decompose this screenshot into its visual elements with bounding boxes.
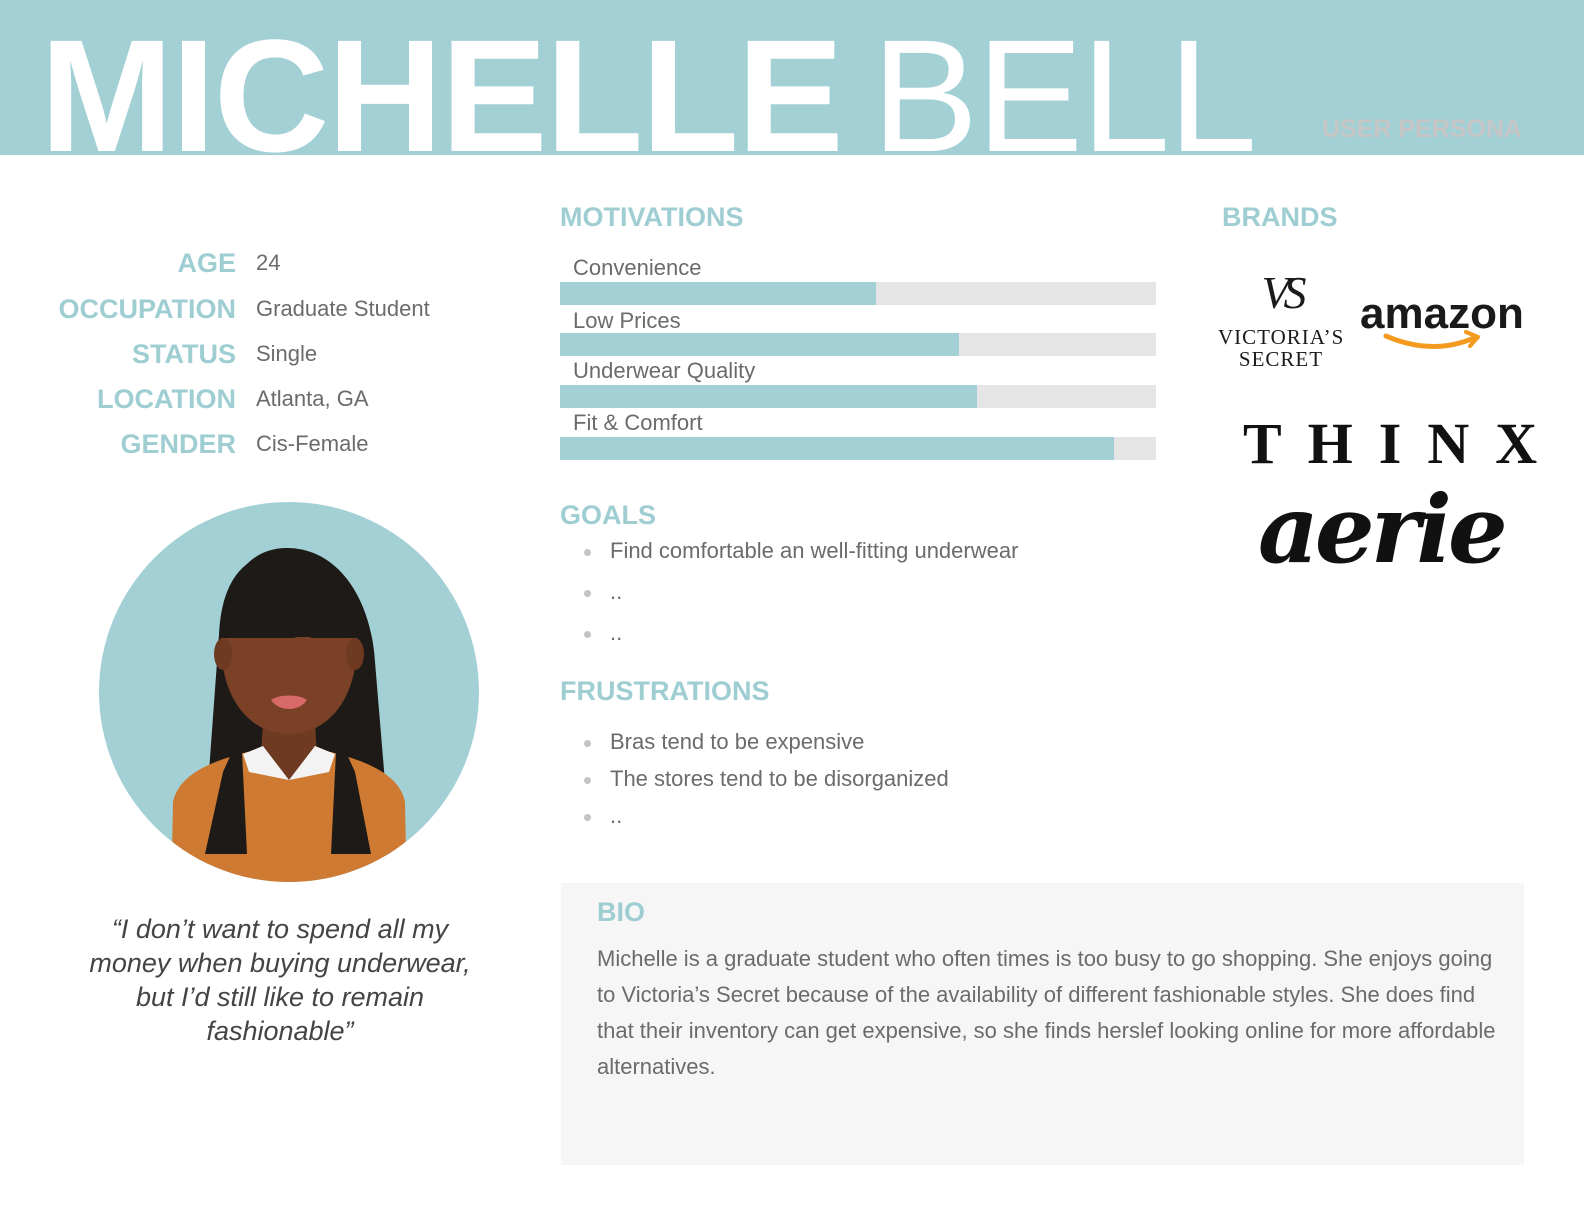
first-name: MICHELLE <box>40 6 842 155</box>
goals-title: GOALS <box>560 500 657 530</box>
info-row-age <box>0 248 480 282</box>
header-banner <box>0 0 1584 155</box>
info-row-occupation <box>0 294 480 328</box>
motivation-bar-fill <box>560 282 876 305</box>
info-label: OCCUPATION <box>58 294 236 324</box>
last-name: BELL <box>871 6 1256 155</box>
aerie-logo: aerie <box>1258 475 1504 585</box>
vs-monogram: VS <box>1261 267 1301 318</box>
info-value: 24 <box>256 250 281 275</box>
persona-tagline: USER PERSONA <box>1321 115 1522 143</box>
persona-name <box>40 6 1256 155</box>
bio-title: BIO <box>597 897 646 927</box>
info-row-location <box>0 384 480 418</box>
motivation-label: Low Prices <box>573 308 681 333</box>
info-row-status <box>0 339 480 373</box>
list-item: Bras tend to be expensive <box>584 729 949 766</box>
bio-panel <box>561 883 1524 1165</box>
motivation-bar-track <box>560 385 1156 408</box>
frustrations-title: FRUSTRATIONS <box>560 676 770 706</box>
motivation-bar-fill <box>560 333 959 356</box>
motivations-title: MOTIVATIONS <box>560 202 744 232</box>
list-item: The stores tend to be disorganized <box>584 766 949 803</box>
motivation-bar-track <box>560 282 1156 305</box>
goals-list <box>584 538 1018 661</box>
amazon-logo <box>1360 290 1524 338</box>
amazon-wordmark: amazon <box>1360 289 1524 338</box>
motivation-bar-track <box>560 437 1156 460</box>
list-item: Find comfortable an well-fitting underwear <box>584 538 1018 579</box>
list-item: .. <box>584 579 1018 620</box>
avatar <box>99 502 479 882</box>
info-label: LOCATION <box>97 384 236 414</box>
info-value: Cis-Female <box>256 431 369 456</box>
info-label: GENDER <box>120 429 236 459</box>
info-value: Graduate Student <box>256 296 430 321</box>
motivation-bar-fill <box>560 437 1114 460</box>
amazon-smile-icon <box>1382 330 1486 354</box>
victorias-secret-logo: VS VICTORIA’S SECRET <box>1218 267 1345 371</box>
list-item: .. <box>584 620 1018 661</box>
motivation-label: Convenience <box>573 255 702 280</box>
motivation-bar-track <box>560 333 1156 356</box>
motivation-label: Underwear Quality <box>573 358 756 383</box>
brands-title: BRANDS <box>1222 202 1338 232</box>
persona-quote: “I don’t want to spend all my money when buying underwear, but I’d still like to remain fashionable” <box>89 914 471 1046</box>
thinx-logo: THINX <box>1243 411 1564 476</box>
info-label: STATUS <box>132 339 236 369</box>
motivation-bar-fill <box>560 385 977 408</box>
info-row-gender <box>0 429 480 463</box>
frustrations-list <box>584 729 949 840</box>
bio-text: Michelle is a graduate student who often times is too busy to go shopping. She enjoys going to Victoria’s Secret because of the availability of different fashionable styles. She does find that their inventory can get expensive, so she finds herslef looking online for more affordable alternatives. <box>597 946 1496 1079</box>
info-value: Single <box>256 341 318 366</box>
info-label: AGE <box>177 248 236 278</box>
motivation-label: Fit & Comfort <box>573 410 703 435</box>
list-item: .. <box>584 803 949 840</box>
info-value: Atlanta, GA <box>256 386 369 411</box>
